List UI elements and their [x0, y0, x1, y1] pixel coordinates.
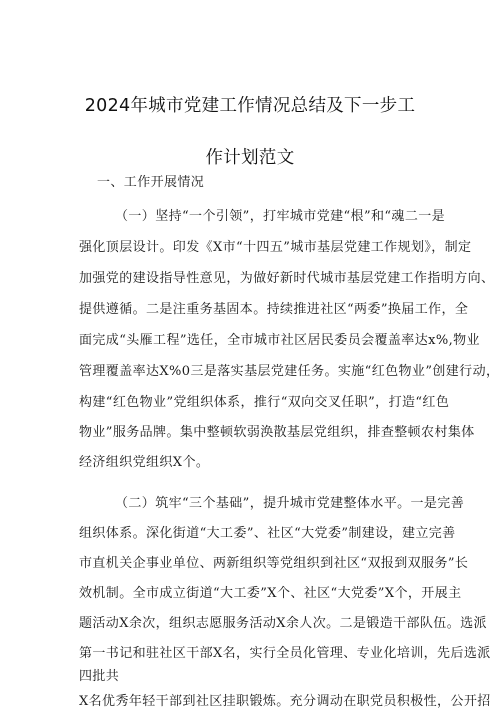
- paragraph-line: 四批共: [79, 669, 120, 684]
- paragraph-line: （一）坚持“一个引领”，打牢城市党建“根”和“魂二一是: [115, 209, 446, 224]
- paragraph-line: 题活动X余次，组织志愿服务活动X余人次。二是锻造干部队伍。选派: [79, 616, 487, 631]
- paragraph-line: 面完成“头雁工程”选任，全市城市社区居民委员会覆盖率达x%,物业: [79, 333, 480, 348]
- paragraph-line: 物业”服务品牌。集中整顿软弱涣散基层党组织，排查整顿农村集体: [79, 425, 475, 440]
- section-heading: 一、工作开展情况: [97, 175, 205, 190]
- paragraph-line: （二）筑牢“三个基础”，提升城市党建整体水平。一是完善: [115, 496, 465, 511]
- paragraph-line: 组织体系。深化街道“大工委”、社区“大党委”制建设，建立完善: [79, 526, 456, 541]
- document-title-line-1: 2024年城市党建工作情况总结及下一步工: [84, 96, 416, 116]
- paragraph-line: 经济组织党组织X个。: [79, 455, 210, 470]
- paragraph-line: X名优秀年轻干部到社区挂职锻炼。充分调动在职党员积极性，公开招: [79, 694, 491, 709]
- paragraph-line: 构建“红色物业”党组织体系，推行“双向交叉任职”，打造“红色: [79, 395, 450, 410]
- paragraph-line: 强化顶层设计。印发《X市“十四五”城市基层党建工作规划》，制定: [79, 240, 472, 255]
- paragraph-line: 提供遵循。二是注重务基固本。持续推进社区“两委”换届工作，全: [79, 302, 469, 317]
- paragraph-line: 效机制。全市成立街道“大工委”X个、社区“大党委”X个，开展主: [79, 586, 462, 601]
- paragraph-line: 第一书记和驻社区干部X名，实行全员化管理、专业化培训，先后选派: [79, 646, 491, 661]
- document-title-line-2: 作计划范文: [205, 148, 295, 168]
- paragraph-line: 市直机关企事业单位、两新组织等党组织到社区“双报到双服务”长: [79, 556, 469, 571]
- paragraph-line: 加强党的建设指导性意见，为做好新时代城市基层党建工作指明方向、: [79, 271, 495, 286]
- paragraph-line: 管理覆盖率达X%0三是落实基层党建任务。实施“红色物业”创建行动，: [79, 364, 500, 379]
